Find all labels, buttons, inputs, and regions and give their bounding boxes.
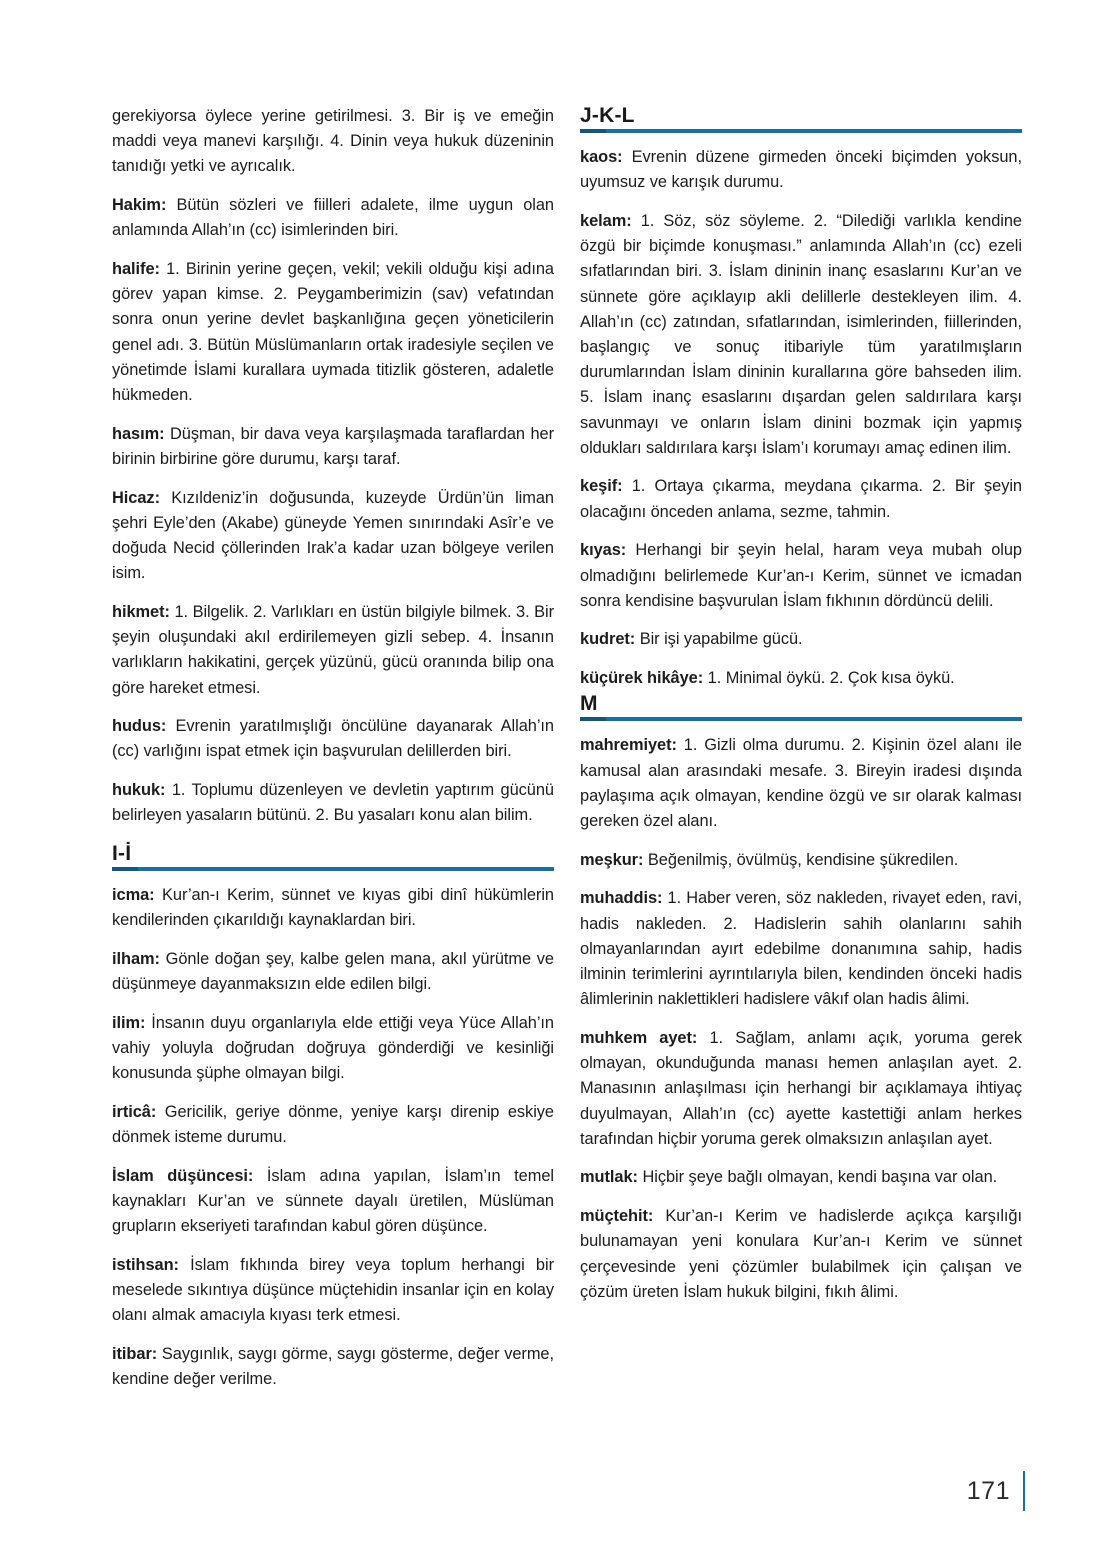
entry-definition: Evrenin düzene girmeden önceki biçimden yoksun, uyumsuz ve karışık durumu.	[580, 148, 1022, 192]
section-heading-rule	[580, 129, 1022, 133]
entry-definition: 1. Bilgelik. 2. Varlıkları en üstün bilgiyle bilmek. 3. Bir şeyin oluşundaki akıl erdirilemeyen gizli sebep. 4. İnsanın varlıkların hakikatini, gerçek yüzünü, gücü oranında bilip ona göre hareket etmesi.	[112, 602, 554, 697]
section-heading-label: M	[580, 692, 598, 716]
entry-term: hasım:	[112, 424, 165, 443]
entry-definition: Kur’an-ı Kerim, sünnet ve kıyas gibi dinî hükümlerin kendilerinden çıkarıldığı kaynaklardan biri.	[112, 886, 554, 930]
entry-definition: İslam fıkhında birey veya toplum herhangi bir meselede sıkıntıya düşünce müçtehidin insanlar için en kolay olanı almak amacıyla kıyası terk etmesi.	[112, 1256, 554, 1325]
dictionary-entry	[112, 1342, 554, 1392]
entry-term: itibar:	[112, 1345, 158, 1364]
entry-term: keşif:	[580, 477, 623, 496]
entry-definition: Hiçbir şeye bağlı olmayan, kendi başına var olan.	[637, 1168, 998, 1187]
entry-term: kıyas:	[580, 541, 627, 560]
entry-term: hudus:	[112, 717, 167, 736]
entry-definition: Saygınlık, saygı görme, saygı gösterme, değer verme, kendine değer verilme.	[112, 1345, 554, 1389]
dictionary-entry	[580, 1026, 1022, 1152]
entry-term: ilim:	[112, 1013, 146, 1032]
right-column	[580, 104, 1022, 1449]
entry-term: hikmet:	[112, 602, 170, 621]
entry-definition: 1. Toplumu düzenleyen ve devletin yaptırım gücünü belirleyen yasaların bütünü. 2. Bu yasaları konu alan bilim.	[112, 781, 554, 825]
entry-definition: Bütün sözleri ve fiilleri adalete, ilme uygun olan anlamında Allah’ın (cc) isimlerinden biri.	[112, 196, 554, 240]
dictionary-entry	[580, 145, 1022, 195]
page-number: 171	[966, 1476, 1010, 1505]
section-heading-rule	[112, 867, 554, 871]
dictionary-entry	[112, 257, 554, 408]
section-heading-label: I-İ	[112, 842, 132, 866]
dictionary-entry	[580, 848, 1022, 873]
entry-definition: Düşman, bir dava veya karşılaşmada taraflardan her birinin birbirine göre durumu, karşı taraf.	[112, 424, 554, 468]
dictionary-entry	[580, 1165, 1022, 1190]
entry-term: hukuk:	[112, 781, 166, 800]
entry-definition: 1. Ortaya çıkarma, meydana çıkarma. 2. Bir şeyin olacağını önceden anlama, sezme, tahmin.	[580, 477, 1022, 521]
entry-term: kaos:	[580, 148, 623, 166]
entry-definition: gerekiyorsa öylece yerine getirilmesi. 3. Bir iş ve emeğin maddi veya manevi karşılığı. 4. Dinin veya hukuk düzeninin tanıdığı yetki ve ayrıcalık.	[112, 107, 554, 176]
entry-term: mutlak:	[580, 1168, 638, 1187]
entry-definition: 1. Haber veren, söz nakleden, rivayet eden, ravi, hadis nakleden. 2. Hadislerin sahih olanlarını sahih olmayanlarından ayırt edebilme donanımına sahip, hadis ilminin terimlerini ayrıntılarıyla bilen, kendinden önceki hadis âlimlerinin naklettikleri hadislere vâkıf olan hadis âlimi.	[580, 889, 1022, 1009]
dictionary-entry	[112, 422, 554, 472]
entry-term: muhaddis:	[580, 889, 663, 908]
entry-definition: Kızıldeniz’in doğusunda, kuzeyde Ürdün’ün liman şehri Eyle’den (Akabe) güneyde Yemen sınırındaki Asîr’e ve doğuda Necid çöllerinden Irak’a kadar uzan bölgeye verilen isim.	[112, 488, 554, 583]
dictionary-entry	[112, 486, 554, 587]
entry-definition: Beğenilmiş, övülmüş, kendisine şükredilen.	[643, 850, 959, 869]
dictionary-entry	[112, 1100, 554, 1150]
dictionary-entry	[580, 886, 1022, 1012]
entry-definition: Gönle doğan şey, kalbe gelen mana, akıl yürütme ve düşünmeye dayanmaksızın elde edilen bilgi.	[112, 949, 554, 994]
dictionary-entry	[580, 733, 1022, 834]
entry-term: istihsan:	[112, 1256, 179, 1275]
entry-definition: Gericilik, geriye dönme, yeniye karşı direnip eskiye dönmek isteme durumu.	[112, 1103, 554, 1147]
entry-definition: 1. Gizli olma durumu. 2. Kişinin özel alanı ile kamusal alan arasındaki mesafe. 3. Bireyin iradesi dışında paylaşıma açık olmayan, kendine özgü ve sır olarak kalması gereken özel alanı.	[580, 736, 1022, 830]
entry-term: icma:	[112, 886, 155, 905]
dictionary-entry	[580, 538, 1022, 614]
dictionary-entry	[112, 714, 554, 764]
dictionary-entry	[580, 474, 1022, 524]
dictionary-entry	[580, 627, 1022, 652]
dictionary-entry	[112, 778, 554, 828]
entry-definition: 1. Söz, söz söyleme. 2. “Dilediği varlıkla kendine özgü bir biçimde konuşması.” anlamında Allah’ın (cc) ezeli sıfatlarından biri. 3. İslam dininin inanç esaslarını Kur’an ve sünnete göre açıklayıp akli delillerle destekleyen ilim. 4. Allah’ın (cc) zatından, sıfatlarından, isimlerinden, fiillerinden, başlangıç ve sonuç itibariyle tüm yaratılmışların durumlarından İslam dininin kurallarına göre bahseden ilim. 5. İslam inanç esaslarını dışardan gelen saldırılara karşı savunmayı ve onların İslam dinini bozmak için yapmış oldukları saldırılara karşı İslam’ı korumayı amaç edinen ilim.	[580, 211, 1022, 457]
footer-accent-bar	[1023, 1471, 1025, 1511]
entry-term: kudret:	[580, 630, 636, 649]
dictionary-entry	[580, 666, 1022, 691]
dictionary-entry	[112, 947, 554, 997]
section-heading-label: J-K-L	[580, 104, 635, 127]
section-heading-rule	[580, 717, 1022, 721]
dictionary-entry	[112, 600, 554, 701]
page-footer	[967, 1469, 1025, 1513]
entry-term: İslam düşüncesi:	[112, 1166, 254, 1185]
entry-definition: Bir işi yapabilme gücü.	[635, 630, 803, 649]
section-heading-rule-cap	[112, 867, 138, 871]
dictionary-entry	[112, 104, 554, 180]
section-heading-rule-cap	[580, 717, 606, 721]
dictionary-entry	[112, 883, 554, 933]
entry-definition: Evrenin yaratılmışlığı öncülüne dayanarak Allah’ın (cc) varlığını ispat etmek için başvurulan delillerden biri.	[112, 717, 554, 761]
section-heading-rule-cap	[580, 129, 606, 133]
entry-term: ilham:	[112, 949, 160, 968]
dictionary-entry	[580, 209, 1022, 461]
section-heading-jkl	[580, 104, 1022, 133]
dictionary-entry	[112, 1253, 554, 1329]
entry-term: irticâ:	[112, 1103, 157, 1121]
entry-term: kelam:	[580, 211, 632, 230]
entry-definition: 1. Sağlam, anlamı açık, yoruma gerek olmayan, okunduğunda manası hemen anlaşılan ayet. 2. Manasının anlaşılması için herhangi bir açıklamaya ihtiyaç duyulmayan, Allah’ın (cc) ayette kastettiği anlam herkes tarafından hiçbir yoruma gerek olmaksızın anlaşılan ayet.	[580, 1028, 1022, 1148]
two-column-body	[112, 104, 1022, 1449]
entry-term: küçürek hikâye:	[580, 669, 704, 688]
dictionary-entry	[580, 1204, 1022, 1305]
entry-definition: İslam adına yapılan, İslam’ın temel kaynakları Kur’an ve sünnete dayalı üretilen, Müslüman grupların ekseriyeti tarafından kabul gören düşünce.	[112, 1166, 554, 1236]
dictionary-entry	[112, 1164, 554, 1240]
entry-term: halife:	[112, 260, 160, 279]
entry-definition: Herhangi bir şeyin helal, haram veya mubah olup olmadığını belirlemede Kur’an-ı Kerim, sünnet ve icmadan sonra kendisine başvurulan İslam fıkhının dördüncü delili.	[580, 541, 1022, 610]
entry-definition: 1. Minimal öykü. 2. Çok kısa öykü.	[703, 669, 955, 688]
entry-definition: 1. Birinin yerine geçen, vekil; vekili olduğu kişi adına görev yapan kimse. 2. Peygamberimizin (sav) vefatından sonra onun yerine devlet başkanlığına geçen yöneticilerin genel adı. 3. Bütün Müslümanların ortak iradesiyle seçilen ve yönetimde İslami kurallara uymada titizlik gösteren, adaletle hükmeden.	[112, 260, 554, 405]
entry-term: muhkem ayet:	[580, 1028, 698, 1047]
entry-term: Hicaz:	[112, 488, 160, 507]
section-heading-i	[112, 842, 554, 871]
entry-term: müçtehit:	[580, 1207, 654, 1226]
entry-definition: İnsanın duyu organlarıyla elde ettiği veya Yüce Allah’ın vahiy yoluyla doğrudan doğruya gönderdiği ve kesinliği konusunda şüphe olmayan bilgi.	[112, 1013, 554, 1083]
entry-term: Hakim:	[112, 196, 167, 215]
dictionary-entry	[112, 193, 554, 243]
entry-definition: Kur’an-ı Kerim ve hadislerde açıkça karşılığı bulunamayan yeni konulara Kur’an-ı Kerim ve sünnet çerçevesinde yeni çözümler bulabilmek için çalışan ve çözüm üreten İslam hukuk bilgini, fıkıh âlimi.	[580, 1207, 1022, 1301]
dictionary-entry	[112, 1011, 554, 1087]
left-column	[112, 104, 554, 1449]
entry-term: mahremiyet:	[580, 736, 677, 755]
section-heading-m	[580, 692, 1022, 721]
entry-term: meşkur:	[580, 850, 644, 869]
